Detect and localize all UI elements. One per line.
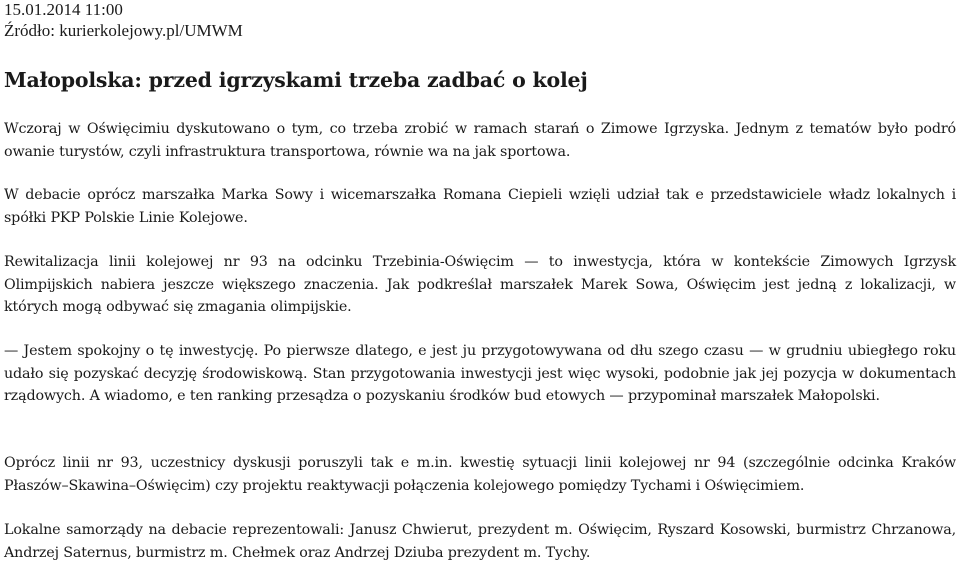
article-paragraph-5: Oprócz linii nr 93, uczestnicy dyskusji poruszyli tak e m.in. kwestię sytuacji linii kolejowej nr 94 (szczególnie odcinka Kraków Płaszów–Skawina–Oświęcim) czy projektu reaktywacji połączenia kolejowego pomiędzy Tychami i Oświęcimiem. — [4, 455, 956, 494]
article-source: Źródło: kurierkolejowy.pl/UMWM — [4, 21, 243, 40]
article-paragraph-6: Lokalne samorządy na debacie reprezentowali: Janusz Chwierut, prezydent m. Oświęcim, Ryszard Kosowski, burmistrz Chrzanowa, Andrzej Saternus, burmistrz m. Chełmek oraz Andrzej Dziuba prezydent m. Tychy. — [4, 522, 956, 561]
article-title: Małopolska: przed igrzyskami trzeba zadbać o kolej — [4, 68, 588, 92]
article-paragraph-1: Wczoraj w Oświęcimiu dyskutowano o tym, co trzeba zrobić w ramach starań o Zimowe Igrzyska. Jednym z tematów było podró owanie turystów, czyli infrastruktura transportowa, równie wa na jak sportowa. — [4, 121, 956, 160]
article-paragraph-4: — Jestem spokojny o tę inwestycję. Po pierwsze dlatego, e jest ju przygotowywana od dłu szego czasu — w grudniu ubiegłego roku udało się pozyskać decyzję środowiskową. Stan przygotowania inwestycji jest więc wysoki, podobnie jak jej pozycja w dokumentach rządowych. A wiadomo, e ten ranking przesądza o pozyskaniu środków bud etowych — przypominał marszałek Małopolski. — [4, 343, 956, 404]
article-date: 15.01.2014 11:00 — [4, 0, 123, 19]
article-paragraph-2: W debacie oprócz marszałka Marka Sowy i wicemarszałka Romana Ciepieli wzięli udział tak e przedstawiciele władz lokalnych i spółki PKP Polskie Linie Kolejowe. — [4, 187, 956, 226]
article-paragraph-3: Rewitalizacja linii kolejowej nr 93 na odcinku Trzebinia-Oświęcim — to inwestycja, która w kontekście Zimowych Igrzysk Olimpijskich nabiera jeszcze większego znaczenia. Jak podkreślał marszałek Marek Sowa, Oświęcim jest jedną z lokalizacji, w których mogą odbywać się zmagania olimpijskie. — [4, 254, 956, 315]
